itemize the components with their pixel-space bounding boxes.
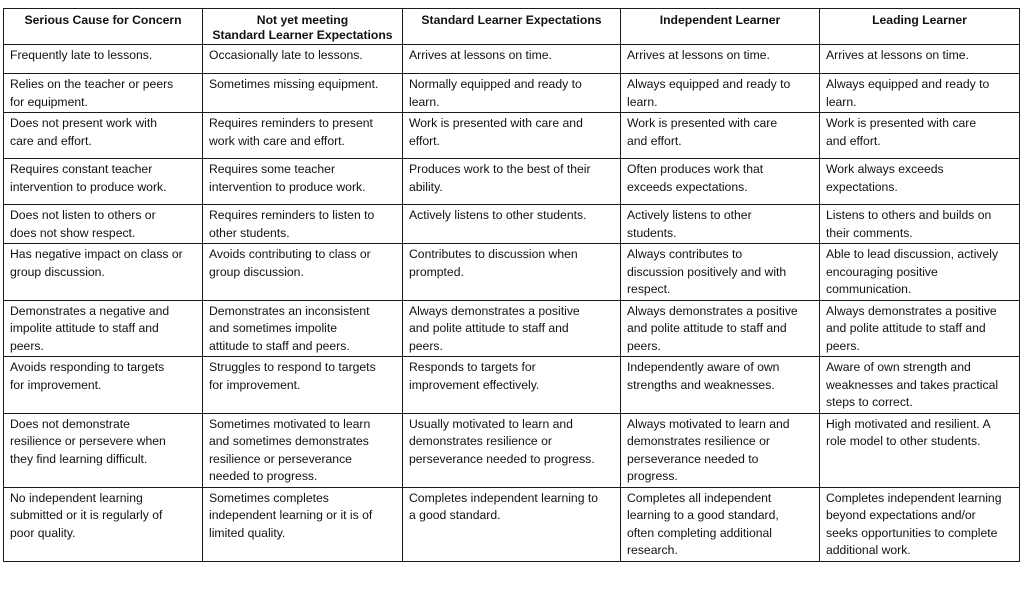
table-cell: Always equipped and ready to learn.	[820, 74, 1020, 113]
table-cell: Sometimes completes independent learning or it is of limited quality.	[203, 487, 403, 561]
table-cell: Frequently late to lessons.	[4, 45, 203, 74]
table-cell: Usually motivated to learn and demonstrates resilience or perseverance needed to progress.	[403, 413, 621, 487]
table-row-discussion	[4, 244, 1020, 301]
table-cell: Completes independent learning beyond expectations and/or seeks opportunities to complete additional work.	[820, 487, 1020, 561]
table-cell: Arrives at lessons on time.	[403, 45, 621, 74]
table-cell: Listens to others and builds on their comments.	[820, 205, 1020, 244]
table-cell: Work is presented with care and effort.	[621, 113, 820, 159]
table-cell: Demonstrates a negative and impolite attitude to staff and peers.	[4, 300, 203, 357]
table-cell: Sometimes missing equipment.	[203, 74, 403, 113]
header-not-yet-meeting-standard: Not yet meeting Standard Learner Expectations	[203, 9, 403, 45]
table-cell: Does not demonstrate resilience or persevere when they find learning difficult.	[4, 413, 203, 487]
table-cell: Does not present work with care and effort.	[4, 113, 203, 159]
table-cell: Work always exceeds expectations.	[820, 159, 1020, 205]
table-cell: Able to lead discussion, actively encouraging positive communication.	[820, 244, 1020, 301]
table-cell: Requires constant teacher intervention to produce work.	[4, 159, 203, 205]
table-cell: Contributes to discussion when prompted.	[403, 244, 621, 301]
table-cell: Avoids contributing to class or group discussion.	[203, 244, 403, 301]
table-cell: Occasionally late to lessons.	[203, 45, 403, 74]
table-cell: Does not listen to others or does not show respect.	[4, 205, 203, 244]
table-cell: Actively listens to other students.	[403, 205, 621, 244]
table-cell: High motivated and resilient. A role model to other students.	[820, 413, 1020, 487]
table-cell: Requires some teacher intervention to produce work.	[203, 159, 403, 205]
table-cell: Completes all independent learning to a good standard, often completing additional research.	[621, 487, 820, 561]
table-row-punctuality	[4, 45, 1020, 74]
table-cell: Arrives at lessons on time.	[621, 45, 820, 74]
table-cell: Normally equipped and ready to learn.	[403, 74, 621, 113]
table-row-independent-learning	[4, 487, 1020, 561]
table-cell: Always equipped and ready to learn.	[621, 74, 820, 113]
table-row-presentation	[4, 113, 1020, 159]
table-cell: Has negative impact on class or group discussion.	[4, 244, 203, 301]
table-cell: Always demonstrates a positive and polite attitude to staff and peers.	[621, 300, 820, 357]
table-cell: Always contributes to discussion positively and with respect.	[621, 244, 820, 301]
table-cell: Sometimes motivated to learn and sometimes demonstrates resilience or perseverance needed to progress.	[203, 413, 403, 487]
header-row	[4, 9, 1020, 45]
rubric-header	[4, 9, 1020, 45]
table-cell: No independent learning submitted or it is regularly of poor quality.	[4, 487, 203, 561]
rubric-body	[4, 45, 1020, 562]
table-row-targets	[4, 357, 1020, 414]
table-cell: Relies on the teacher or peers for equipment.	[4, 74, 203, 113]
table-cell: Responds to targets for improvement effectively.	[403, 357, 621, 414]
table-cell: Always demonstrates a positive and polite attitude to staff and peers.	[403, 300, 621, 357]
table-cell: Struggles to respond to targets for improvement.	[203, 357, 403, 414]
table-cell: Often produces work that exceeds expectations.	[621, 159, 820, 205]
table-row-resilience	[4, 413, 1020, 487]
table-cell: Avoids responding to targets for improvement.	[4, 357, 203, 414]
table-cell: Produces work to the best of their ability.	[403, 159, 621, 205]
table-cell: Arrives at lessons on time.	[820, 45, 1020, 74]
table-cell: Demonstrates an inconsistent and sometimes impolite attitude to staff and peers.	[203, 300, 403, 357]
table-row-listening	[4, 205, 1020, 244]
table-cell: Requires reminders to listen to other students.	[203, 205, 403, 244]
table-row-attitude	[4, 300, 1020, 357]
table-row-work-production	[4, 159, 1020, 205]
table-cell: Independently aware of own strengths and weaknesses.	[621, 357, 820, 414]
header-standard-learner-expectations: Standard Learner Expectations	[403, 9, 621, 45]
table-row-equipment	[4, 74, 1020, 113]
table-cell: Aware of own strength and weaknesses and takes practical steps to correct.	[820, 357, 1020, 414]
table-cell: Work is presented with care and effort.	[403, 113, 621, 159]
header-independent-learner: Independent Learner	[621, 9, 820, 45]
table-cell: Completes independent learning to a good standard.	[403, 487, 621, 561]
table-cell: Work is presented with care and effort.	[820, 113, 1020, 159]
header-serious-cause-for-concern: Serious Cause for Concern	[4, 9, 203, 45]
header-leading-learner: Leading Learner	[820, 9, 1020, 45]
table-cell: Always demonstrates a positive and polite attitude to staff and peers.	[820, 300, 1020, 357]
learner-expectations-rubric-table	[3, 8, 1020, 562]
table-cell: Actively listens to other students.	[621, 205, 820, 244]
table-cell: Always motivated to learn and demonstrates resilience or perseverance needed to progress.	[621, 413, 820, 487]
table-cell: Requires reminders to present work with care and effort.	[203, 113, 403, 159]
